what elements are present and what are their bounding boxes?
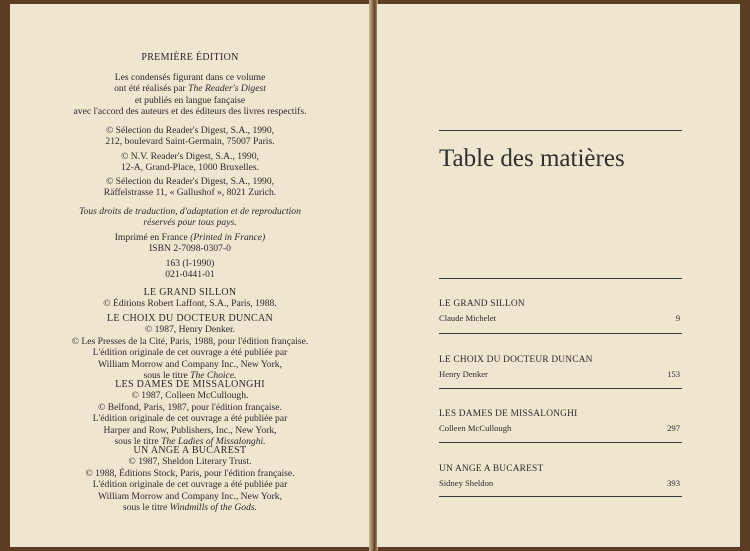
toc-entry-page: 9 bbox=[675, 313, 680, 323]
toc-entry-author: Claude Michelet bbox=[439, 313, 497, 323]
rights-notice: Tous droits de traduction, d'adaptation et de reproduction réservés pour tous pays. bbox=[79, 206, 301, 229]
copyright-zurich: © Sélection du Reader's Digest, S.A., 1990, Räffelstrasse 11, « Gallushof », 8021 Zurich. bbox=[103, 176, 277, 199]
toc-entry-title: UN ANGE A BUCAREST bbox=[439, 464, 544, 474]
section-choix-docteur-duncan: LE CHOIX DU DOCTEUR DUNCAN © 1987, Henry Denker. © Les Presses de la Cité, Paris, 1988, pour l'édition française. L'édition originale de cet ouvrage a été publiée par William Morrow and Company Inc., New York, sous le titre The Choice. bbox=[71, 313, 309, 382]
toc-entry-title: LE GRAND SILLON bbox=[439, 299, 525, 309]
toc-entry-rule bbox=[439, 333, 682, 334]
toc-entry-page: 297 bbox=[667, 423, 680, 433]
section-dames-missalonghi: LES DAMES DE MISSALONGHI © 1987, Colleen McCullough. © Belfond, Paris, 1987, pour l'édition française. L'édition originale de cet ouvrage a été publiée par Harper and Row, Publishers, Inc., New York, sous le titre The Ladies of Missalonghi. bbox=[92, 379, 288, 448]
section-ange-bucarest: UN ANGE A BUCAREST © 1987, Sheldon Literary Trust. © 1988, Éditions Stock, Paris, pour l'édition française. L'édition originale de cet ouvrage a été publiée par William Morrow and Company Inc., New York, sous le titre Windmills of the Gods. bbox=[85, 445, 295, 514]
toc-entry-rule bbox=[439, 442, 682, 443]
print-codes: 163 (I-1990) 021-0441-01 bbox=[165, 258, 215, 281]
toc-entry-dames-missalonghi[interactable] bbox=[439, 409, 682, 434]
toc-entry-author: Colleen McCullough bbox=[439, 423, 512, 433]
toc-entry-author: Sidney Sheldon bbox=[439, 478, 494, 488]
toc-top-rule bbox=[439, 130, 682, 131]
toc-entry-grand-sillon[interactable] bbox=[439, 299, 682, 324]
toc-entry-author: Henry Denker bbox=[439, 369, 488, 379]
copyright-paris: © Sélection du Reader's Digest, S.A., 1990, 212, boulevard Saint-Germain, 75007 Paris. bbox=[105, 125, 275, 148]
toc-entry-ange-bucarest[interactable] bbox=[439, 464, 682, 489]
toc-entry-rule bbox=[439, 388, 682, 389]
toc-entry-page: 393 bbox=[667, 478, 680, 488]
edition-heading: PREMIÈRE ÉDITION bbox=[141, 52, 239, 63]
toc-title-rule bbox=[439, 278, 682, 279]
copyright-bruxelles: © N.V. Reader's Digest, S.A., 1990, 12-A, Grand-Place, 1000 Bruxelles. bbox=[120, 151, 259, 174]
toc-bottom-rule bbox=[439, 496, 682, 497]
toc-entry-title: LES DAMES DE MISSALONGHI bbox=[439, 409, 578, 419]
toc-entry-page: 153 bbox=[667, 369, 680, 379]
toc-title: Table des matières bbox=[439, 145, 625, 172]
printed-info: Imprimé en France (Printed in France) ISBN 2-7098-0307-0 bbox=[114, 232, 266, 255]
section-grand-sillon: LE GRAND SILLON © Éditions Robert Laffont, S.A., Paris, 1988. bbox=[103, 287, 277, 310]
intro-paragraph: Les condensés figurant dans ce volume ont été réalisés par The Reader's Digest et publiés en langue fançaise avec l'accord des auteurs et des éditeurs des livres respectifs. bbox=[73, 72, 307, 118]
toc-entry-choix-docteur-duncan[interactable] bbox=[439, 355, 682, 380]
toc-entry-title: LE CHOIX DU DOCTEUR DUNCAN bbox=[439, 355, 593, 365]
